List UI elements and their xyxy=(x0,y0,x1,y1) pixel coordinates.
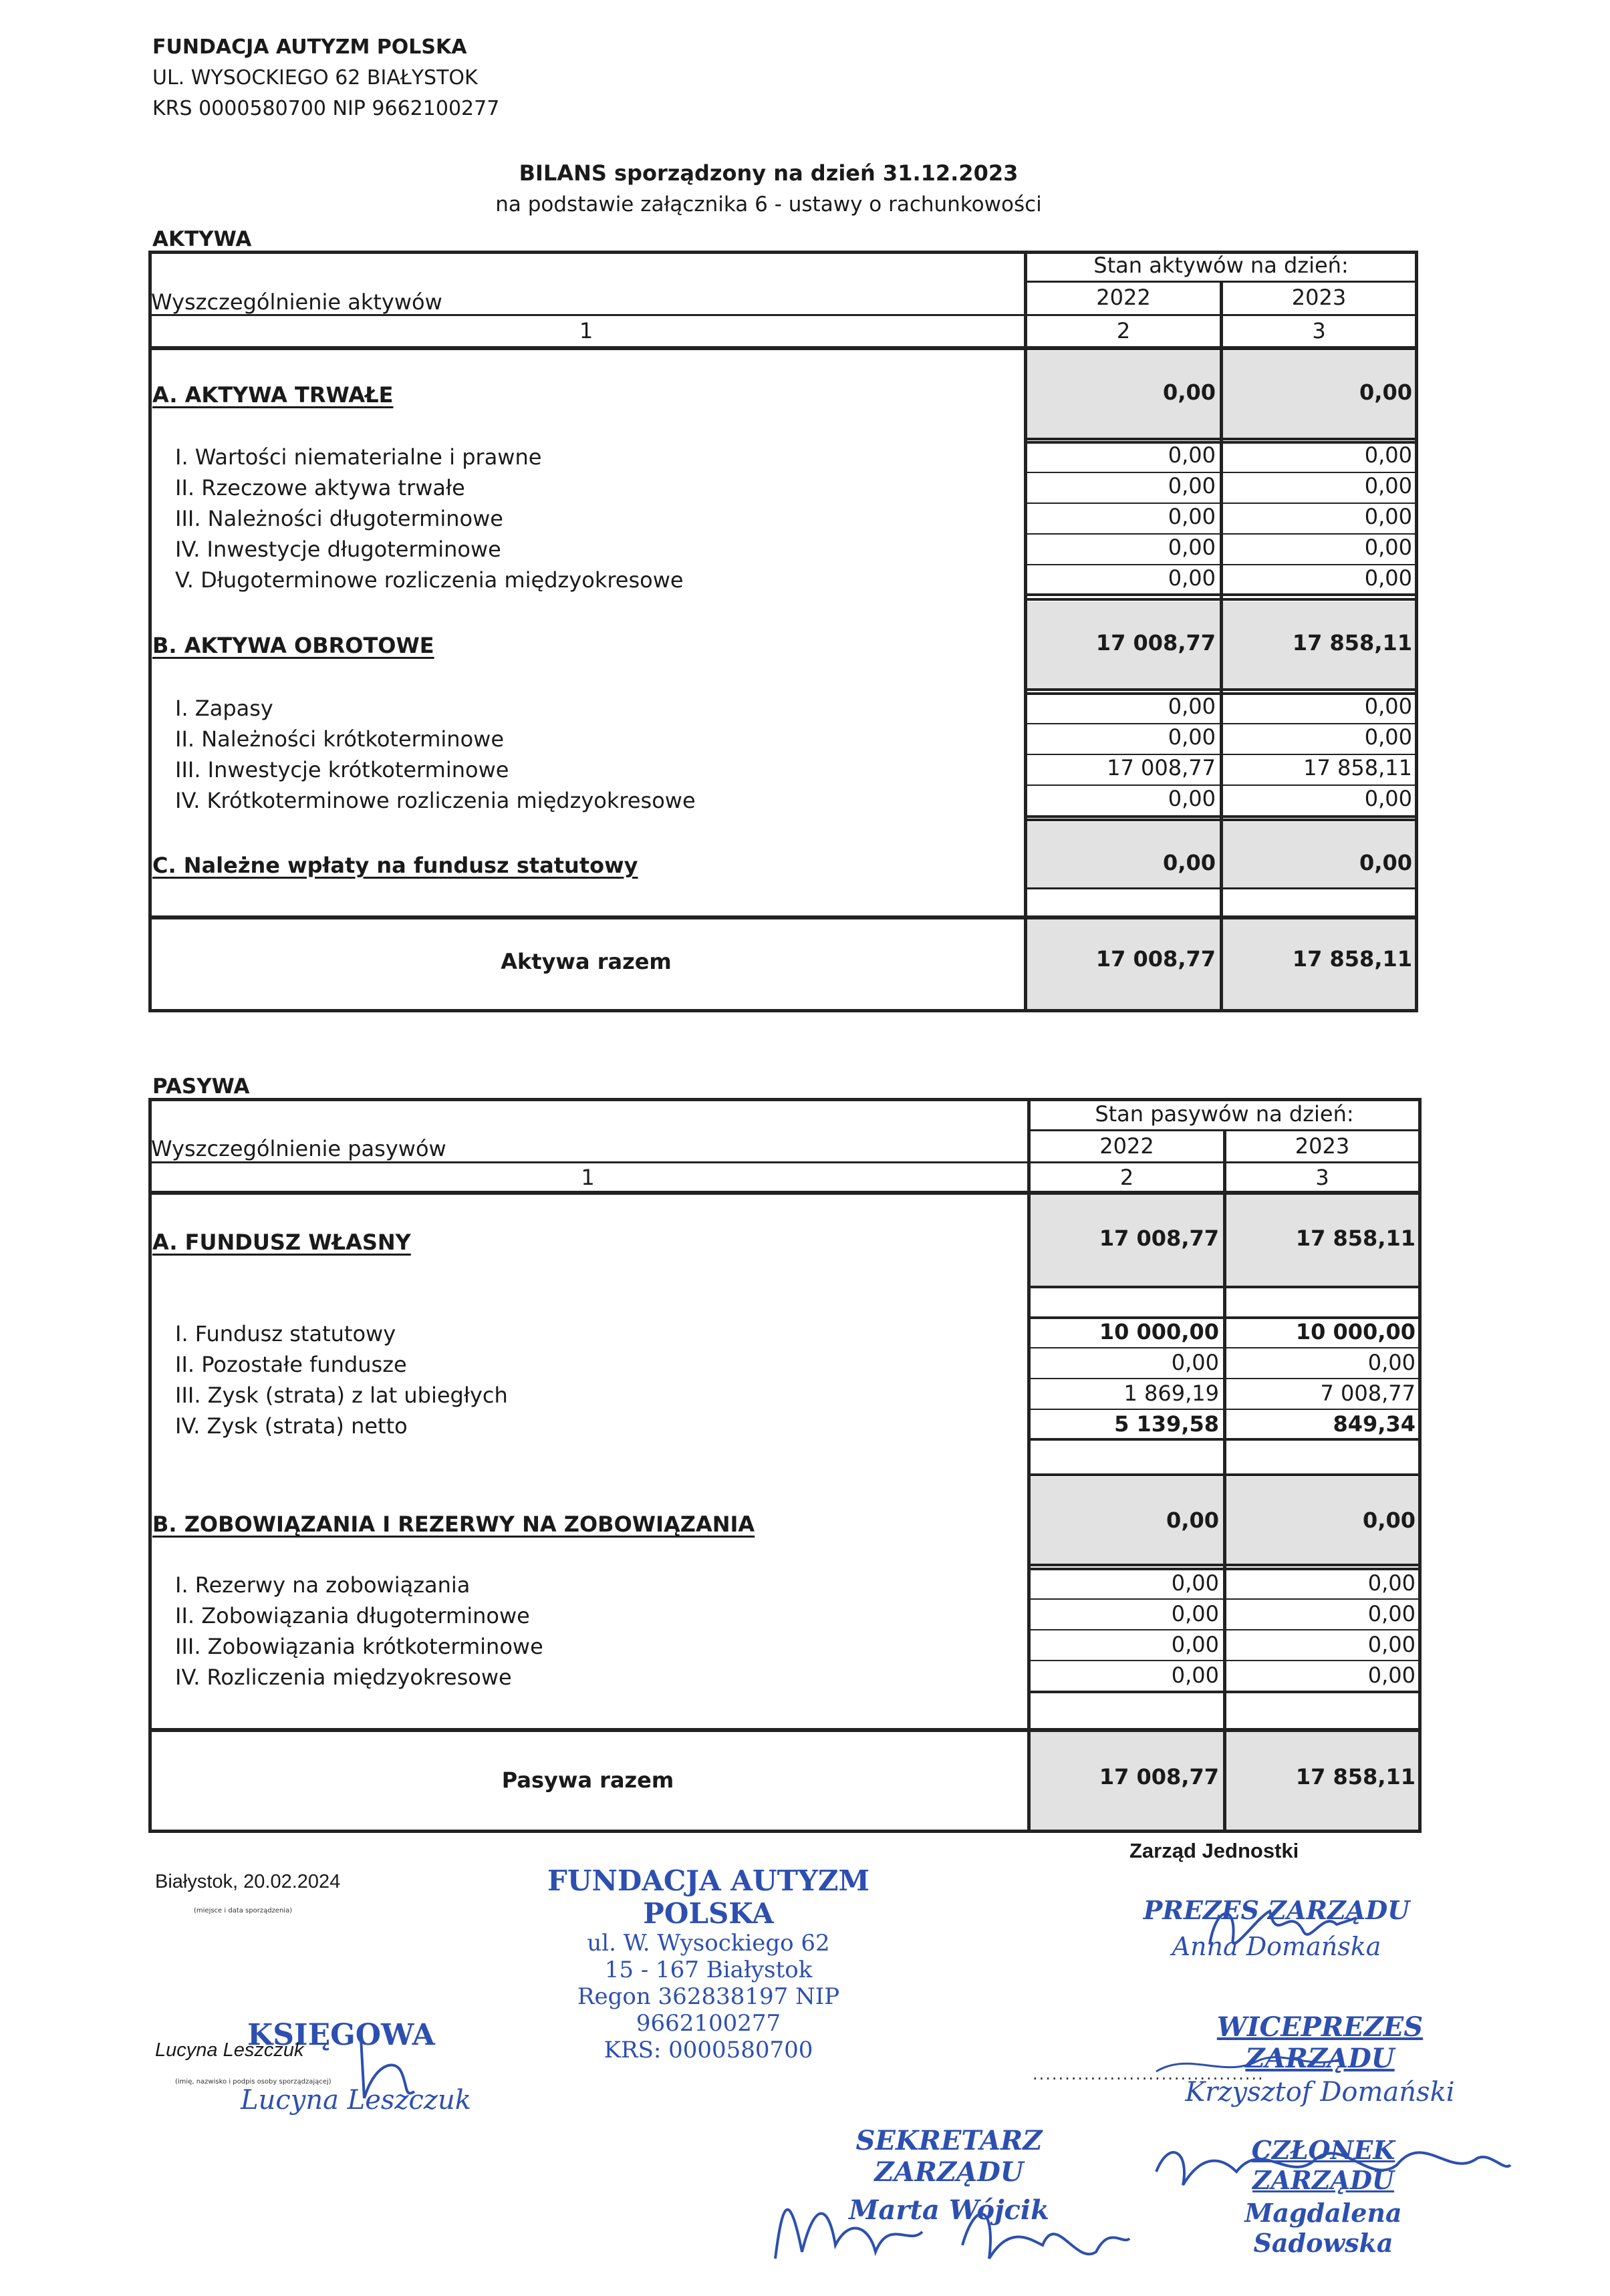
aktywa-b-label: B. AKTYWA OBROTOWE xyxy=(152,633,434,658)
list-item-2023: 0,00 xyxy=(1364,786,1412,811)
list-item-label: I. Fundusz statutowy xyxy=(175,1321,396,1346)
pasywa-col-1: 1 xyxy=(581,1165,595,1190)
aktywa-col-2: 2 xyxy=(1116,318,1131,343)
list-item-label: II. Zobowiązania długoterminowe xyxy=(175,1603,530,1628)
divider xyxy=(1024,688,1418,691)
list-item-2023: 0,00 xyxy=(1364,565,1412,591)
pasywa-total-2022: 17 008,77 xyxy=(1099,1764,1219,1789)
aktywa-a-2022: 0,00 xyxy=(1163,380,1216,405)
list-item-label: IV. Zysk (strata) netto xyxy=(175,1413,408,1439)
list-item-2022: 0,00 xyxy=(1168,724,1216,750)
aktywa-c-label: C. Należne wpłaty na fundusz statutowy xyxy=(152,853,638,878)
aktywa-header-group: Stan aktywów na dzień: xyxy=(1093,253,1349,278)
list-item-label: II. Rzeczowe aktywa trwałe xyxy=(175,475,465,500)
list-item-2023: 0,00 xyxy=(1367,1601,1416,1626)
stamp-name: Magdalena Sadowska xyxy=(1244,2198,1402,2258)
aktywa-c-2023: 0,00 xyxy=(1359,850,1412,875)
pasywa-header-group: Stan pasywów na dzień: xyxy=(1095,1101,1354,1127)
accountant-caption: (imię, nazwisko i podpis osoby sporządzającej) xyxy=(175,2078,331,2086)
divider xyxy=(1027,1564,1422,1566)
list-item-2022: 0,00 xyxy=(1171,1663,1219,1688)
place-date-caption: (miejsce i data sporządzenia) xyxy=(194,1907,293,1914)
list-item-2023: 10 000,00 xyxy=(1295,1319,1416,1344)
aktywa-b-2022: 17 008,77 xyxy=(1095,630,1216,656)
stamp-name: Krzysztof Domański xyxy=(1185,2077,1455,2108)
stamp-line: ul. W. Wysockiego 62 xyxy=(587,1930,830,1957)
list-item-2022: 17 008,77 xyxy=(1107,755,1216,780)
list-item-2023: 0,00 xyxy=(1364,694,1412,719)
stamp-title: PREZES ZARZĄDU xyxy=(1143,1895,1410,1925)
member-signature-icon xyxy=(1143,2112,1517,2205)
pasywa-b-label: B. ZOBOWIĄZANIA I REZERWY NA ZOBOWIĄZANIA xyxy=(152,1512,755,1537)
divider xyxy=(1027,1286,1422,1288)
list-item-2023: 17 858,11 xyxy=(1303,755,1412,780)
divider xyxy=(1027,1629,1422,1630)
pasywa-year-2023: 2023 xyxy=(1295,1133,1350,1159)
aktywa-a-2023: 0,00 xyxy=(1359,380,1412,405)
stamp-title: CZŁONEK ZARZĄDU xyxy=(1251,2135,1395,2195)
pasywa-a-label: A. FUNDUSZ WŁASNY xyxy=(152,1230,411,1255)
pasywa-total-2023: 17 858,11 xyxy=(1295,1764,1416,1789)
list-item-2023: 0,00 xyxy=(1364,442,1412,468)
list-item-label: I. Zapasy xyxy=(175,696,273,721)
list-item-2022: 5 139,58 xyxy=(1114,1411,1219,1437)
divider xyxy=(148,1161,1422,1163)
divider xyxy=(1027,1098,1031,1833)
stamp-name: Anna Domańska xyxy=(1172,1932,1381,1961)
divider xyxy=(148,1728,1422,1732)
aktywa-total-label: Aktywa razem xyxy=(501,949,672,974)
list-item-2022: 0,00 xyxy=(1171,1601,1219,1626)
list-item-2022: 0,00 xyxy=(1171,1632,1219,1657)
stamp-title: WICEPREZES ZARZĄDU xyxy=(1216,2011,1424,2074)
stamp-line: KRS: 0000580700 xyxy=(603,2037,813,2063)
divider xyxy=(1027,1473,1422,1476)
list-item-2022: 0,00 xyxy=(1171,1570,1219,1596)
divider xyxy=(1027,1378,1422,1379)
list-item-label: IV. Inwestycje długoterminowe xyxy=(175,537,501,562)
doc-subtitle: na podstawie załącznika 6 - ustawy o rachunkowości xyxy=(495,192,1042,217)
aktywa-year-2023: 2023 xyxy=(1291,285,1347,310)
pasywa-b-2023: 0,00 xyxy=(1363,1508,1416,1533)
organisation-stamp xyxy=(508,1864,909,2063)
list-item-2023: 0,00 xyxy=(1364,473,1412,498)
aktywa-col-3: 3 xyxy=(1312,318,1326,343)
pasywa-col-3: 3 xyxy=(1315,1165,1329,1190)
pasywa-header-label: Wyszczególnienie pasywów xyxy=(151,1136,446,1161)
stamp-line: Regon 362838197 NIP 9662100277 xyxy=(577,1983,840,2037)
aktywa-year-2022: 2022 xyxy=(1096,285,1151,310)
divider xyxy=(1024,887,1418,889)
stamp-name: Marta Wójcik xyxy=(849,2194,1049,2226)
doc-title: BILANS sporządzony na dzień 31.12.2023 xyxy=(519,160,1019,186)
aktywa-section-label: AKTYWA xyxy=(152,227,252,251)
list-item-2023: 7 008,77 xyxy=(1320,1381,1416,1406)
list-item-2022: 0,00 xyxy=(1168,786,1216,811)
list-item-2022: 0,00 xyxy=(1168,694,1216,719)
aktywa-c-2022: 0,00 xyxy=(1163,850,1216,875)
list-item-2023: 0,00 xyxy=(1367,1570,1416,1596)
pasywa-total-label: Pasywa razem xyxy=(501,1767,674,1793)
accountant-stamp-title: KSIĘGOWA xyxy=(247,2018,435,2052)
list-item-2022: 1 869,19 xyxy=(1123,1381,1219,1406)
pasywa-section-label: PASYWA xyxy=(152,1074,250,1099)
stamp-line: FUNDACJA AUTYZM POLSKA xyxy=(547,1864,869,1930)
list-item-2023: 849,34 xyxy=(1333,1411,1416,1437)
list-item-2023: 0,00 xyxy=(1364,535,1412,560)
accountant-name: Lucyna Leszczuk xyxy=(155,2039,304,2061)
list-item-2022: 0,00 xyxy=(1168,442,1216,468)
list-item-2022: 0,00 xyxy=(1171,1350,1219,1375)
list-item-label: III. Zysk (strata) z lat ubiegłych xyxy=(175,1383,508,1408)
divider xyxy=(148,915,1418,919)
list-item-label: I. Wartości niematerialne i prawne xyxy=(175,444,542,470)
list-item-2023: 0,00 xyxy=(1367,1350,1416,1375)
divider xyxy=(1024,281,1418,283)
list-item-2023: 0,00 xyxy=(1367,1632,1416,1657)
pasywa-b-2022: 0,00 xyxy=(1166,1508,1219,1533)
divider xyxy=(148,1191,1422,1195)
stamp-line: 15 - 167 Białystok xyxy=(604,1957,813,1983)
stamp-title: SEKRETARZ ZARZĄDU xyxy=(855,2125,1043,2188)
board-heading: Zarząd Jednostki xyxy=(1129,1839,1299,1862)
org-header xyxy=(152,32,499,124)
aktywa-b-2023: 17 858,11 xyxy=(1292,630,1412,656)
list-item-2023: 0,00 xyxy=(1367,1663,1416,1688)
secretary-signature-icon xyxy=(762,2145,1136,2285)
divider xyxy=(148,346,1418,350)
aktywa-header-label: Wyszczególnienie aktywów xyxy=(151,289,442,315)
list-item-label: I. Rezerwy na zobowiązania xyxy=(175,1572,471,1598)
place-date: Białystok, 20.02.2024 xyxy=(155,1871,341,1892)
divider xyxy=(1027,1598,1422,1600)
list-item-2023: 0,00 xyxy=(1364,724,1412,750)
aktywa-a-label: A. AKTYWA TRWAŁE xyxy=(152,382,394,408)
pasywa-year-2022: 2022 xyxy=(1099,1133,1154,1159)
aktywa-col-1: 1 xyxy=(579,318,593,343)
list-item-label: III. Należności długoterminowe xyxy=(175,506,503,531)
org-name: FUNDACJA AUTYZM POLSKA xyxy=(152,35,467,59)
signature-line: .................................... xyxy=(1033,2065,1264,2084)
accountant-signature-icon xyxy=(348,2025,428,2112)
list-item-2022: 10 000,00 xyxy=(1099,1319,1219,1344)
divider xyxy=(1024,438,1418,440)
list-item-label: III. Inwestycje krótkoterminowe xyxy=(175,757,509,782)
list-item-2022: 0,00 xyxy=(1168,473,1216,498)
pasywa-a-2023: 17 858,11 xyxy=(1295,1226,1416,1251)
list-item-label: III. Zobowiązania krótkoterminowe xyxy=(175,1634,543,1659)
vice-president-signature-icon xyxy=(1150,2038,1350,2085)
list-item-label: II. Pozostałe fundusze xyxy=(175,1352,407,1377)
divider xyxy=(1027,1660,1422,1661)
list-item-2022: 0,00 xyxy=(1168,565,1216,591)
pasywa-a-2022: 17 008,77 xyxy=(1099,1226,1219,1251)
president-signature-icon xyxy=(1196,1891,1370,1965)
list-item-label: IV. Rozliczenia międzyokresowe xyxy=(175,1665,512,1690)
org-address: UL. WYSOCKIEGO 62 BIAŁYSTOK xyxy=(152,66,478,90)
divider xyxy=(1027,1409,1422,1410)
list-item-2022: 0,00 xyxy=(1168,504,1216,529)
org-ids: KRS 0000580700 NIP 9662100277 xyxy=(152,97,500,120)
list-item-label: II. Należności krótkoterminowe xyxy=(175,726,505,752)
pasywa-col-2: 2 xyxy=(1119,1165,1134,1190)
divider xyxy=(1027,1129,1422,1131)
aktywa-total-2022: 17 008,77 xyxy=(1095,946,1216,972)
list-item-label: V. Długoterminowe rozliczenia międzyokresowe xyxy=(175,567,684,593)
list-item-2022: 0,00 xyxy=(1168,535,1216,560)
divider xyxy=(1024,819,1418,821)
accountant-stamp-name: Lucyna Leszczuk xyxy=(241,2085,471,2116)
list-item-label: IV. Krótkoterminowe rozliczenia międzyokresowe xyxy=(175,788,696,813)
divider xyxy=(1024,598,1418,601)
list-item-2023: 0,00 xyxy=(1364,504,1412,529)
aktywa-total-2023: 17 858,11 xyxy=(1292,946,1412,972)
divider xyxy=(1027,1347,1422,1348)
